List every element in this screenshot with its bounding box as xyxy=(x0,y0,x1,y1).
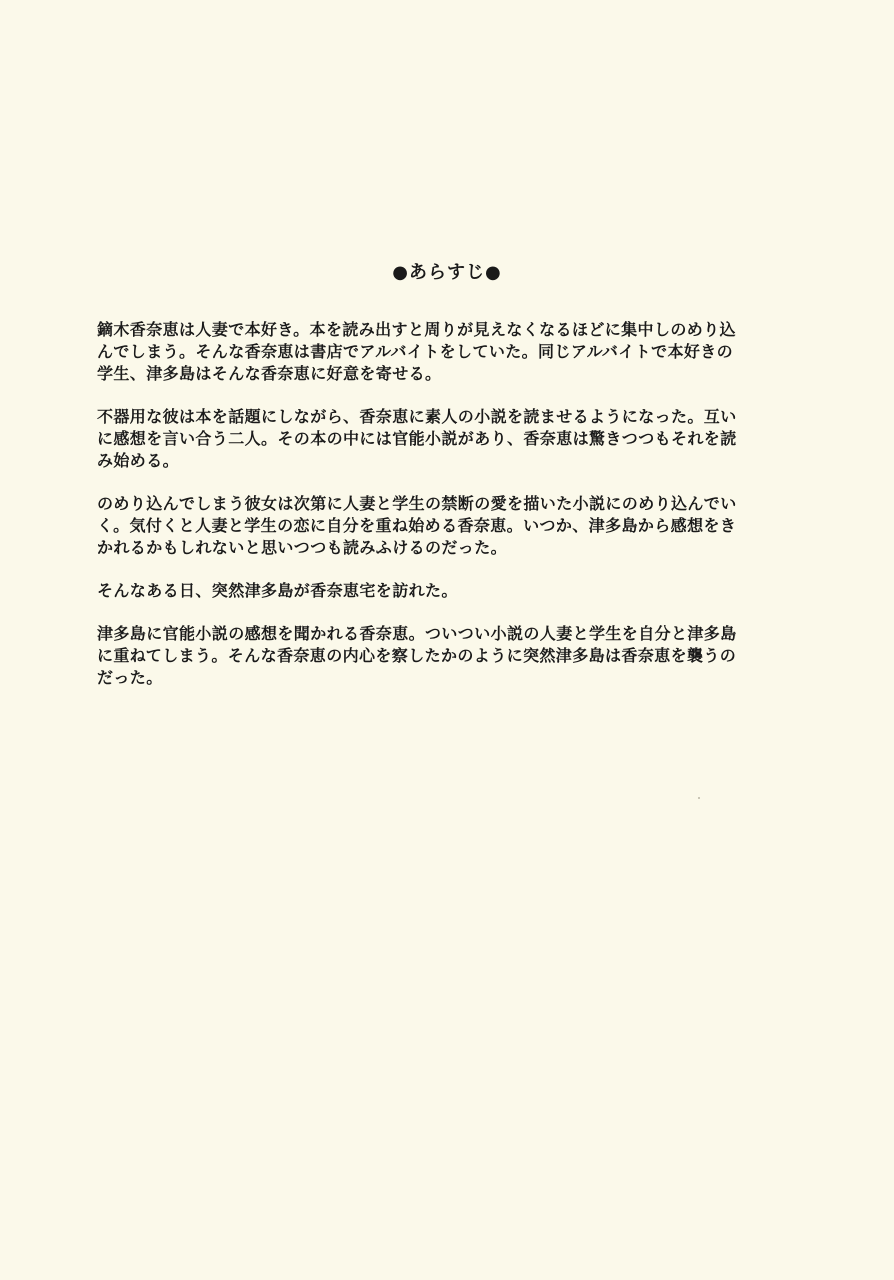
paragraph xyxy=(97,406,817,472)
text-line: かれるかもしれないと思いつつも読みふけるのだった。 xyxy=(97,538,508,557)
text-line: 不器用な彼は本を話題にしながら、香奈恵に素人の小説を読ませるようになった。互い xyxy=(97,407,737,426)
paragraph xyxy=(97,623,817,689)
text-line: んでしまう。そんな香奈恵は書店でアルバイトをしていた。同じアルバイトで本好きの xyxy=(97,342,734,361)
text-line: 学生、津多島はそんな香奈恵に好意を寄せる。 xyxy=(97,364,442,383)
text-line: 鏑木香奈恵は人妻で本好き。本を読み出すと周りが見えなくなるほどに集中しのめり込 xyxy=(97,320,736,339)
text-line: 津多島に官能小説の感想を聞かれる香奈恵。ついつい小説の人妻と学生を自分と津多島 xyxy=(97,624,737,643)
text-line: そんなある日、突然津多島が香奈恵宅を訪れた。 xyxy=(97,581,458,600)
synopsis-body xyxy=(97,319,817,710)
text-line: のめり込んでしまう彼女は次第に人妻と学生の禁断の愛を描いた小説にのめり込んでい xyxy=(97,494,737,513)
paragraph xyxy=(97,580,817,602)
text-line: だった。 xyxy=(97,668,163,687)
synopsis-heading: ●あらすじ● xyxy=(392,262,502,283)
paragraph xyxy=(97,319,817,385)
text-line: に重ねてしまう。そんな香奈恵の内心を察したかのように突然津多島は香奈恵を襲うの xyxy=(97,646,737,665)
text-line: み始める。 xyxy=(97,451,180,470)
paper-speck xyxy=(698,797,700,799)
text-line: く。気付くと人妻と学生の恋に自分を重ね始める香奈恵。いつか、津多島から感想をき xyxy=(97,516,737,535)
paragraph xyxy=(97,493,817,559)
text-line: に感想を言い合う二人。その本の中には官能小説があり、香奈恵は驚きつつもそれを読 xyxy=(97,429,737,448)
